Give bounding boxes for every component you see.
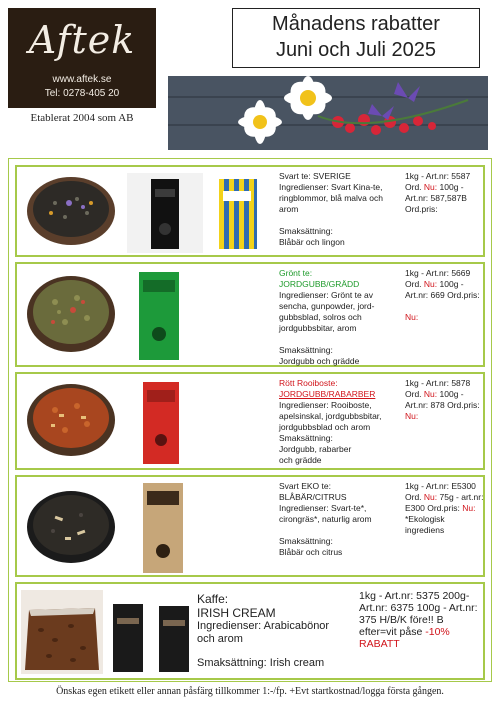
product-name: Svart EKO te:: [279, 481, 331, 491]
promo-title-box: [232, 8, 480, 68]
product-description: Svart EKO te: BLÅBÄR/CITRUS Ingredienser: Svart-te*, cirongräs*, naturlig arom Smaksättning: Blåbär och citrus: [279, 481, 401, 558]
promo-title: Månadens rabatter: [272, 13, 440, 35]
price-block: 1kg - Art.nr: 5878 Ord. Nu: 100g - Art.nr: 878 Ord.pris: Nu:: [405, 378, 480, 421]
price-block: 1kg - Art.nr: 5587 Ord. Nu: 100g - Art.nr: 587,587B Ord.pris:: [405, 171, 471, 214]
tea-bowl-photo: [25, 272, 117, 354]
tea-bag-photo-kraft: [129, 481, 205, 575]
product-description: Svart te: SVERIGE Ingredienser: Svart Kina-te, ringblommor, blå malva och arom Smaksättning: Blåbär och lingon: [279, 171, 399, 248]
logo-wordmark: Aftek: [28, 18, 136, 62]
product-description: Grönt te: JORDGUBB/GRÄDD Ingredienser: Grönt te av sencha, gunpowder, jord- gubbsblad, solros och jordgubbsbitar, arom Smaksättning: Jordgubb och grädde: [279, 268, 399, 367]
product-description: Kaffe: IRISH CREAM Ingredienser: Arabicabönor och arom Smaksättning: Irish cream: [197, 592, 347, 670]
product-row-sverige: [15, 165, 485, 257]
promo-period: Juni och Juli 2025: [275, 39, 437, 61]
price-block: 1kg - Art.nr: 5669 Ord. Nu: 100g - Art.nr: 669 Ord.pris: Nu:: [405, 268, 480, 322]
product-list: [8, 158, 492, 682]
logo-phone: Tel: 0278-405 20: [44, 88, 120, 99]
coffee-beans-photo: [21, 590, 103, 674]
tea-bowl-photo: [25, 380, 117, 460]
coffee-bag-photo: [109, 604, 149, 674]
product-description: Rött Rooiboste: JORDGUBB/RABARBER Ingredienser: Rooiboste, apelsinskal, jordgubbsbitar, jordgubbsblad och arom Smaksättning: Jordgubb, rabarber och grädde: [279, 378, 401, 466]
tea-bag-photo-striped: [209, 175, 273, 251]
established-text: Etablerat 2004 som AB: [30, 112, 134, 124]
product-row-jordgubb-rabarber: [15, 372, 485, 470]
price-block: 1kg - Art.nr: 5375 200g- Art.nr: 6375 100g - Art.nr: 375 H/B/K före!! B efter=vit påse -10% RABATT: [359, 590, 478, 650]
product-name: Svart te: SVERIGE: [279, 171, 351, 181]
tea-bowl-photo: [25, 487, 117, 567]
product-name: Grönt te:: [279, 268, 313, 278]
tea-bag-photo-black: [127, 173, 203, 253]
tea-bag-photo-red: [129, 380, 205, 466]
product-category: Kaffe:: [197, 592, 229, 606]
product-row-blabar-citrus: [15, 475, 485, 577]
product-row-jordgubb-gradd: [15, 262, 485, 367]
tea-bag-photo-green: [129, 270, 205, 362]
product-name: IRISH CREAM: [197, 606, 276, 620]
price-block: 1kg - Art.nr: E5300 Ord. Nu: 75g - art.nr: E300 Ord.pris: Nu: *Ekologisk ingrediens: [405, 481, 484, 535]
logo-website: www.aftek.se: [52, 74, 112, 85]
discount-label: -10% RABATT: [359, 626, 450, 650]
coffee-bag-photo: [155, 606, 195, 674]
company-logo: [8, 8, 156, 108]
product-name: Rött Rooiboste:: [279, 378, 338, 388]
footer-note: Önskas egen etikett eller annan påsfärg tillkommer 1:-/fp. +Evt startkostnad/logga första gången.: [56, 686, 444, 697]
tea-bowl-photo: [25, 173, 117, 249]
product-row-irish-cream: [15, 582, 485, 680]
flowers-photo: [168, 76, 488, 150]
